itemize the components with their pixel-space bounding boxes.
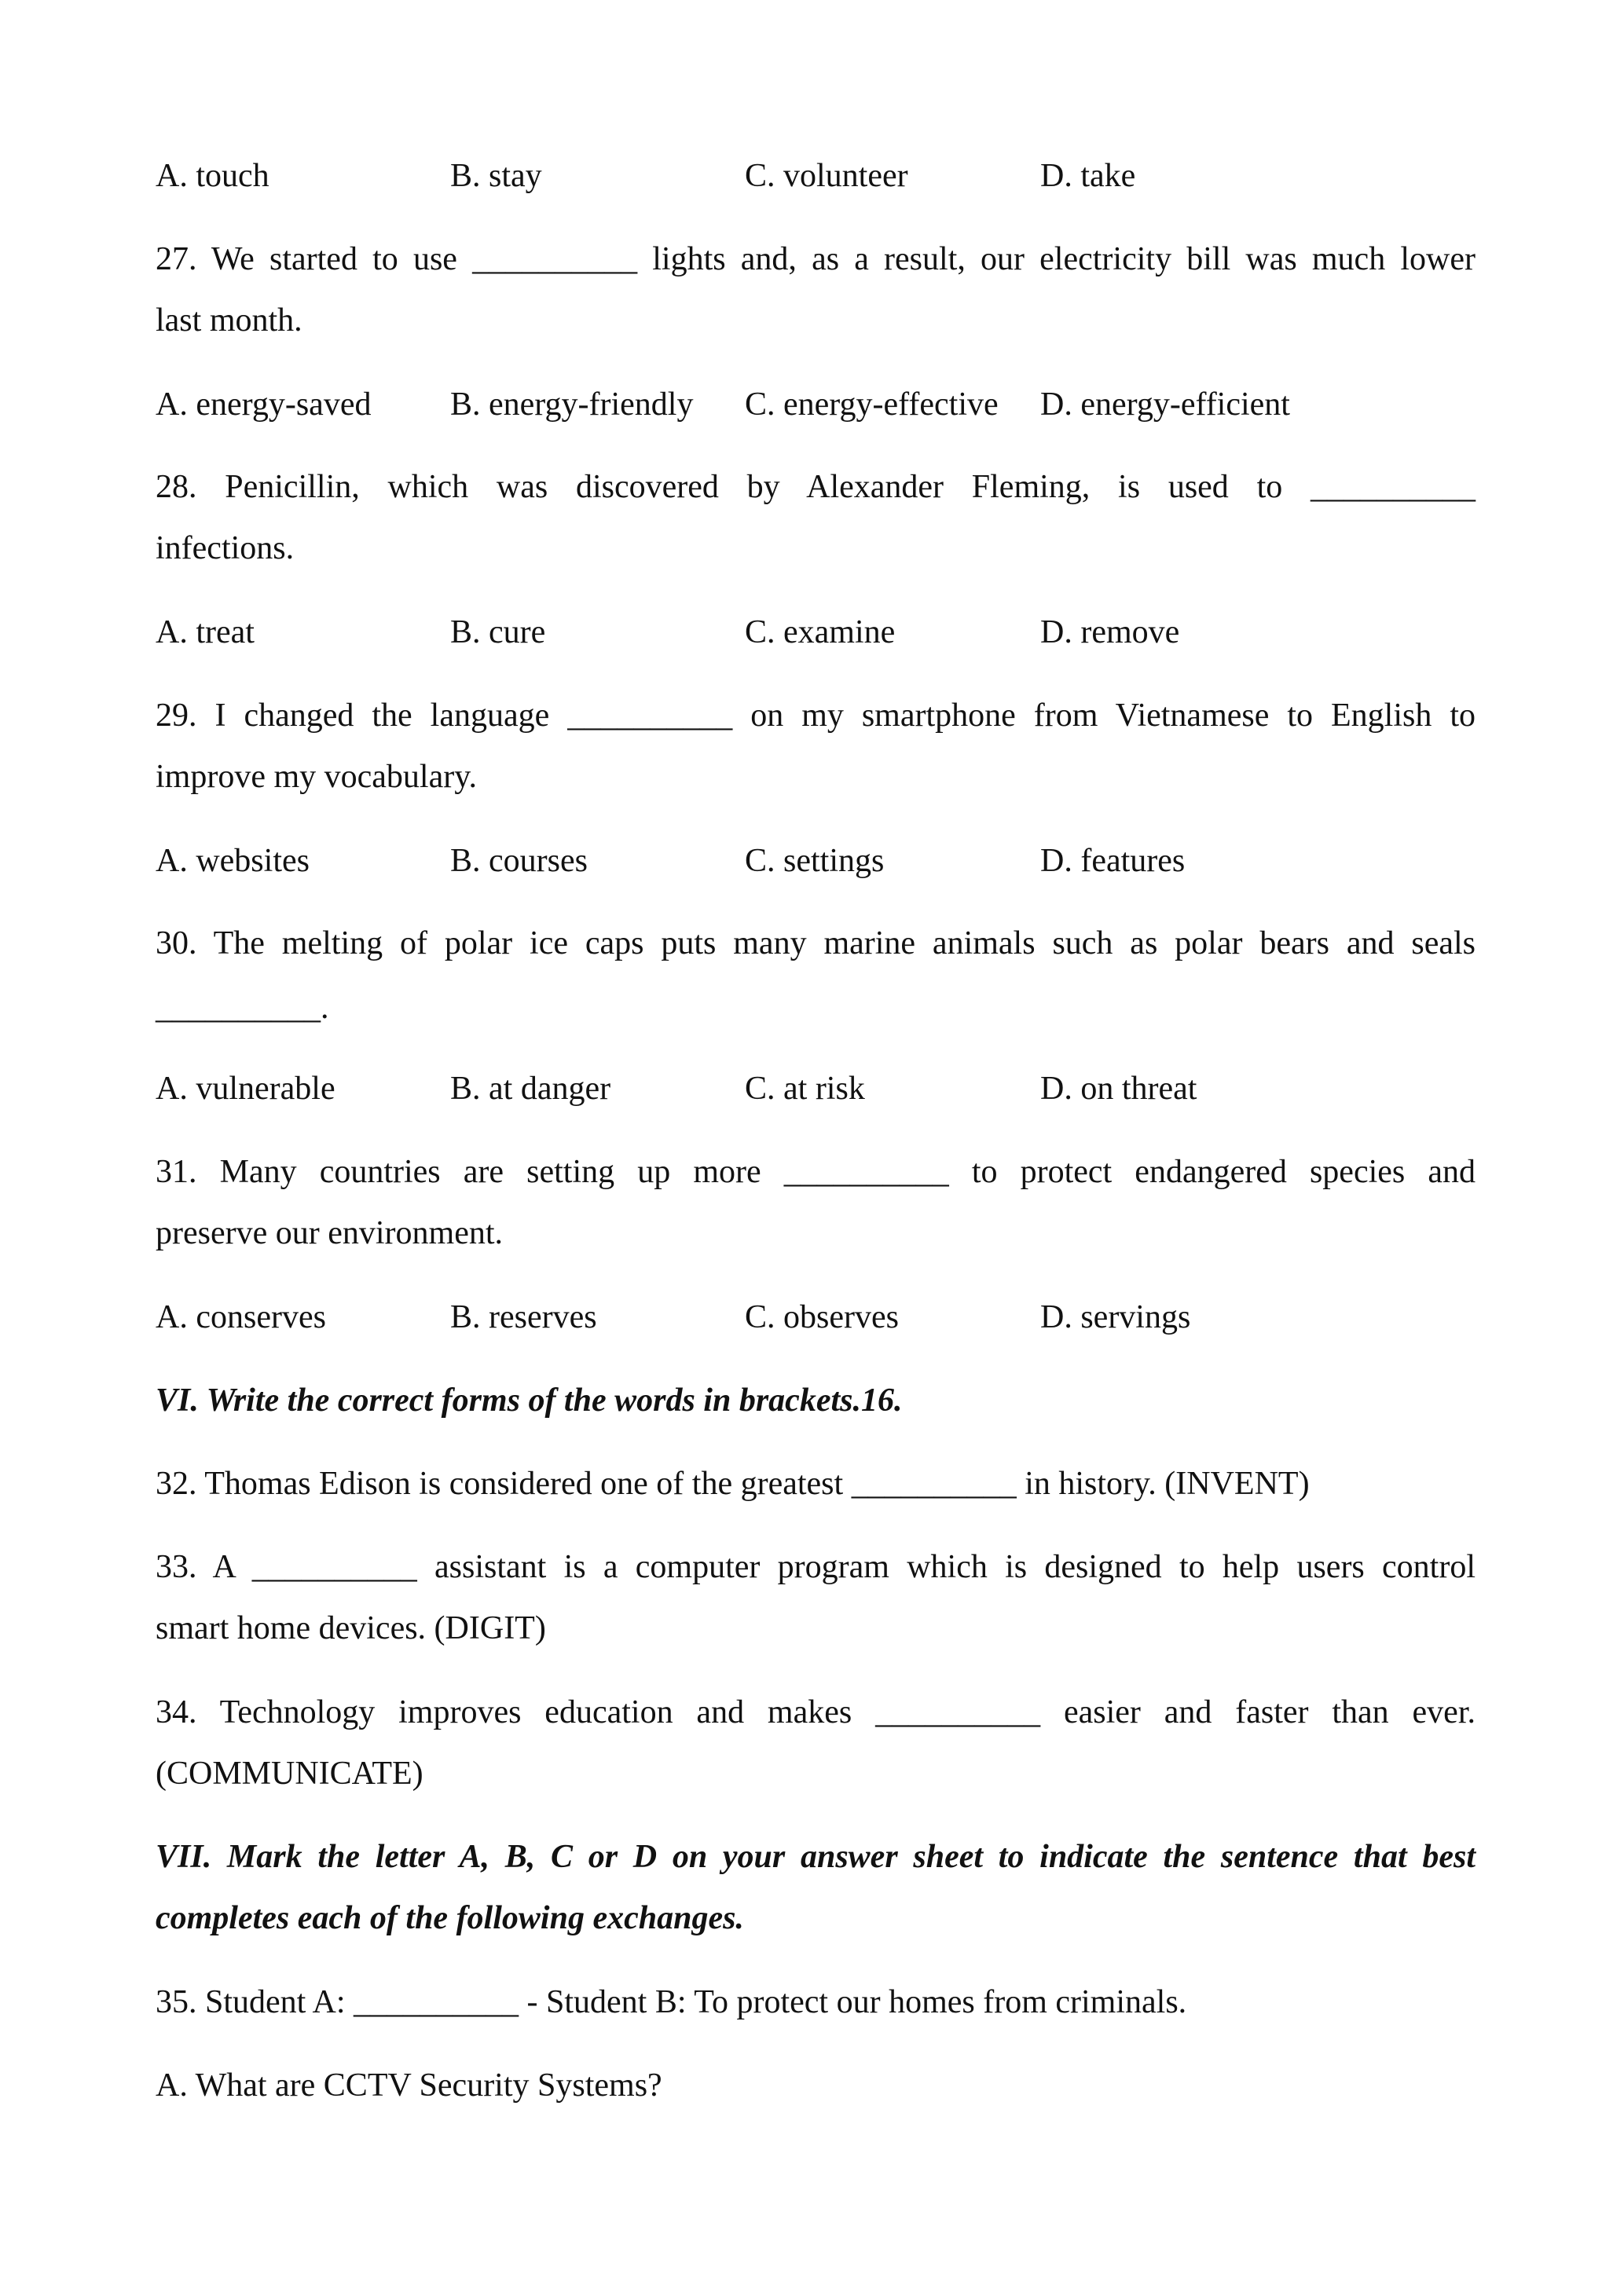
q35-text-line1: 35. Student A: __________ - Student B: To protect our homes from criminals. <box>156 1984 1187 2020</box>
q30-option-d[interactable]: D. on threat <box>1040 1071 1197 1107</box>
q28-text-line2: infections. <box>156 530 295 566</box>
section-vii-heading-line2: completes each of the following exchanges. <box>156 1900 744 1936</box>
q32-text-line1: 32. Thomas Edison is considered one of the greatest __________ in history. (INVENT) <box>156 1466 1310 1502</box>
q29-option-b[interactable]: B. courses <box>450 843 588 879</box>
q28-option-a[interactable]: A. treat <box>156 614 255 650</box>
q26-option-c[interactable]: C. volunteer <box>745 158 908 194</box>
q30-option-b[interactable]: B. at danger <box>450 1071 611 1107</box>
q27-option-c[interactable]: C. energy-effective <box>745 386 999 423</box>
q33-text-line1: 33. A __________ assistant is a computer program which is designed to help users control <box>156 1549 1476 1585</box>
q31-text-line1: 31. Many countries are setting up more __________ to protect endangered species and <box>156 1154 1476 1190</box>
q27-option-b[interactable]: B. energy-friendly <box>450 386 694 423</box>
q28-option-d[interactable]: D. remove <box>1040 614 1180 650</box>
q27-text-line1: 27. We started to use __________ lights and, as a result, our electricity bill was much lower <box>156 241 1476 277</box>
q29-option-c[interactable]: C. settings <box>745 843 885 879</box>
q30-text-line2: __________. <box>156 990 329 1026</box>
q30-option-a[interactable]: A. vulnerable <box>156 1071 335 1107</box>
q28-option-c[interactable]: C. examine <box>745 614 896 650</box>
q26-option-a[interactable]: A. touch <box>156 158 269 194</box>
q29-option-d[interactable]: D. features <box>1040 843 1186 879</box>
q28-text-line1: 28. Penicillin, which was discovered by Alexander Fleming, is used to __________ <box>156 469 1476 505</box>
q34-text-line1: 34. Technology improves education and makes __________ easier and faster than ever. <box>156 1694 1476 1730</box>
q27-text-line2: last month. <box>156 302 302 339</box>
q31-option-d[interactable]: D. servings <box>1040 1299 1191 1335</box>
q30-text-line1: 30. The melting of polar ice caps puts many marine animals such as polar bears and seals <box>156 925 1476 961</box>
q29-option-a[interactable]: A. websites <box>156 843 310 879</box>
q33-text-line2: smart home devices. (DIGIT) <box>156 1610 546 1646</box>
q31-option-b[interactable]: B. reserves <box>450 1299 597 1335</box>
section-vii-heading-line1: VII. Mark the letter A, B, C or D on your answer sheet to indicate the sentence that best <box>156 1839 1476 1875</box>
q28-option-b[interactable]: B. cure <box>450 614 546 650</box>
q31-option-c[interactable]: C. observes <box>745 1299 899 1335</box>
q35-option-a[interactable]: A. What are CCTV Security Systems? <box>156 2067 662 2104</box>
section-vi-heading: VI. Write the correct forms of the words in brackets.16. <box>156 1382 903 1419</box>
q26-option-b[interactable]: B. stay <box>450 158 542 194</box>
q31-text-line2: preserve our environment. <box>156 1215 504 1251</box>
q29-text-line1: 29. I changed the language __________ on my smartphone from Vietnamese to English to <box>156 698 1476 734</box>
q27-option-d[interactable]: D. energy-efficient <box>1040 386 1290 423</box>
q26-option-d[interactable]: D. take <box>1040 158 1136 194</box>
q27-option-a[interactable]: A. energy-saved <box>156 386 372 423</box>
q31-option-a[interactable]: A. conserves <box>156 1299 326 1335</box>
q29-text-line2: improve my vocabulary. <box>156 759 477 795</box>
q30-option-c[interactable]: C. at risk <box>745 1071 865 1107</box>
q34-text-line2: (COMMUNICATE) <box>156 1756 423 1792</box>
